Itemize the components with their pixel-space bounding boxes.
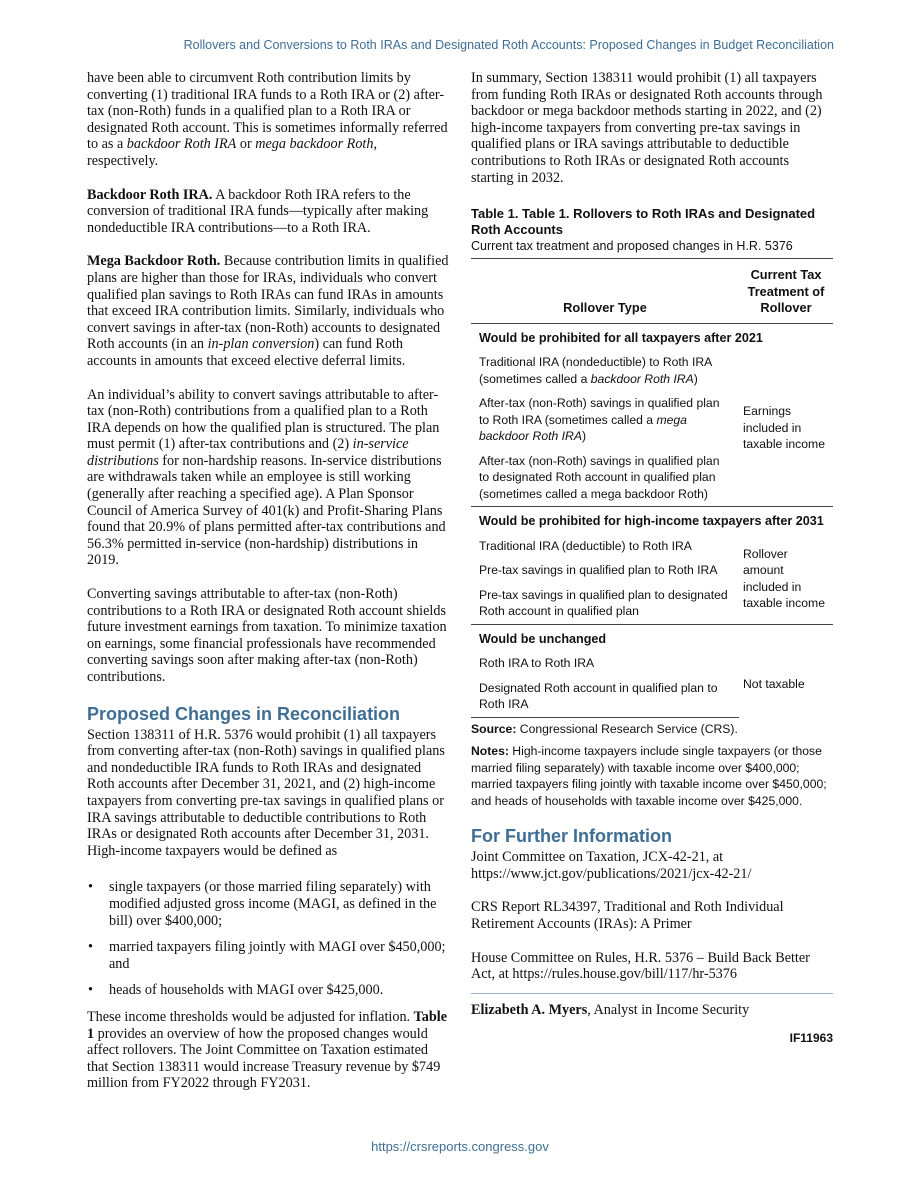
tax-treatment-cell: Not taxable bbox=[743, 676, 805, 691]
tax-treatment-cell: Earnings included in taxable income bbox=[743, 404, 825, 452]
table-title: Table 1. Table 1. Rollovers to Roth IRAs and Designated Roth Accounts bbox=[471, 206, 816, 238]
running-header: Rollovers and Conversions to Roth IRAs and Designated Roth Accounts: Proposed Changes in Budget Reconciliation bbox=[183, 38, 834, 52]
table-row: After-tax (non-Roth) savings in qualified plan to designated Roth account in qualified plan (sometimes called a mega backdoor Roth) bbox=[479, 453, 720, 501]
author-line: Elizabeth A. Myers, Analyst in Income Security bbox=[471, 1001, 750, 1018]
table-row: Traditional IRA (nondeductible) to Roth IRA (sometimes called a backdoor Roth IRA) Earnings included in taxable income bbox=[471, 350, 833, 391]
table-row: Traditional IRA (deductible) to Roth IRA Rollover amount included in taxable income bbox=[471, 534, 833, 559]
list-item: • married taxpayers filing jointly with MAGI over $450,000; and bbox=[88, 939, 446, 972]
table-notes: Notes: High-income taxpayers include single taxpayers (or those married filing separately) with taxable income over $400,000; married taxpayers filing jointly with taxable income over $450,000; and heads of households with taxable income over $425,000. bbox=[471, 744, 827, 808]
converting-savings-paragraph: Converting savings attributable to after-tax (non-Roth) contributions to a Roth IRA or designated Roth account shields future investment earnings from taxation. To minimize taxation on earnings, some financial professionals have recommended converting savings soon after making after-tax (non-Roth) contributions. bbox=[87, 586, 447, 685]
table-row: After-tax (non-Roth) savings in qualified plan to Roth IRA (sometimes called a mega backdoor Roth IRA) bbox=[479, 396, 720, 444]
bullet-icon: • bbox=[88, 939, 93, 956]
column-header-tax-treatment: Current Tax Treatment of Rollover bbox=[747, 267, 825, 316]
proposed-changes-heading: Proposed Changes in Reconciliation bbox=[87, 703, 401, 724]
product-number: IF11963 bbox=[789, 1031, 833, 1046]
section-138311-paragraph: Section 138311 of H.R. 5376 would prohibit (1) all taxpayers from converting after-tax (non-Roth) savings in qualified plans and nondeductible IRA funds to Roth IRAs and designated Roth accounts after December 31, 2021, and (2) high-income taxpayers from converting pre-tax savings in qualified plans or IRA savings attributable to deductible contributions to Roth IRAs or designated Roth accounts after December 31, 2031. High-income taxpayers would be defined as bbox=[87, 726, 445, 859]
rollover-table bbox=[471, 258, 833, 718]
column-header-rollover-type: Rollover Type bbox=[563, 300, 647, 316]
table-row: Pre-tax savings in qualified plan to Roth IRA bbox=[479, 563, 718, 578]
table-group-row: Would be unchanged bbox=[471, 624, 833, 651]
table-header-row bbox=[471, 259, 833, 324]
tax-treatment-cell: Rollover amount included in taxable income bbox=[743, 546, 825, 611]
intro-paragraph: have been able to circumvent Roth contribution limits by converting (1) traditional IRA funds to a Roth IRA or (2) after-tax (non-Roth) funds in a qualified plan to a Roth IRA or designated Roth account. This is sometimes informally referred to as a backdoor Roth IRA or mega backdoor Roth, respectively. bbox=[87, 70, 448, 169]
reference-crs-report: CRS Report RL34397, Traditional and Roth Individual Retirement Accounts (IRAs): A Primer bbox=[471, 899, 784, 932]
backdoor-roth-paragraph: Backdoor Roth IRA. A backdoor Roth IRA refers to the conversion of traditional IRA funds—typically after making nondeductible IRA contributions—to a Roth IRA. bbox=[87, 186, 429, 236]
bullet-icon: • bbox=[88, 879, 93, 896]
further-information-heading: For Further Information bbox=[471, 826, 672, 847]
mega-backdoor-paragraph: Mega Backdoor Roth. Because contribution limits in qualified plans are higher than those for IRAs, individuals who convert qualified plan savings to Roth IRAs can fund IRAs in amounts that exceed IRA contribution limits. Similarly, individuals who convert savings in after-tax (non-Roth) accounts to designated Roth accounts (in an in-plan conversion) can fund Roth accounts in amounts that exceed elective deferral limits. bbox=[87, 253, 449, 369]
reference-jct: Joint Committee on Taxation, JCX-42-21, at https://www.jct.gov/publications/2021/jcx-42-21/ bbox=[471, 849, 752, 882]
summary-paragraph: In summary, Section 138311 would prohibit (1) all taxpayers from funding Roth IRAs or designated Roth accounts through backdoor or mega backdoor methods starting in 2022, and (2) high-income taxpayers from converting pre-tax savings in qualified plans or IRA savings attributable to deductible contributions to Roth IRAs or designated Roth accounts starting in 2032. bbox=[471, 70, 823, 186]
left-column bbox=[87, 70, 449, 1109]
table-row: Designated Roth account in qualified plan to Roth IRA bbox=[471, 676, 833, 718]
table-row: Roth IRA to Roth IRA Not taxable bbox=[471, 651, 833, 676]
reference-house-rules: House Committee on Rules, H.R. 5376 – Build Back Better Act, at https://rules.house.gov/bill/117/hr-5376 bbox=[471, 949, 810, 983]
table-subtitle: Current tax treatment and proposed changes in H.R. 5376 bbox=[471, 239, 793, 254]
table-group-row: Would be prohibited for all taxpayers after 2021 bbox=[479, 330, 763, 345]
table-row: Pre-tax savings in qualified plan to designated Roth account in qualified plan bbox=[479, 587, 728, 619]
table-group-row: Would be prohibited for high-income taxpayers after 2031 bbox=[471, 507, 833, 534]
bullet-icon: • bbox=[88, 982, 93, 999]
income-threshold-list bbox=[87, 879, 449, 999]
thresholds-paragraph: These income thresholds would be adjusted for inflation. Table 1 provides an overview of how the proposed changes would affect rollovers. The Joint Committee on Taxation estimated that Section 138311 would increase Treasury revenue by $749 million from FY2022 through FY2031. bbox=[87, 1008, 448, 1092]
table-source: Source: Congressional Research Service (CRS). bbox=[471, 721, 738, 736]
list-item: • single taxpayers (or those married filing separately) with modified adjusted gross income (MAGI, as defined in the bill) over $400,000; bbox=[88, 879, 437, 929]
list-item: • heads of households with MAGI over $425,000. bbox=[88, 982, 384, 999]
footer-url-link[interactable]: https://crsreports.congress.gov bbox=[371, 1139, 549, 1154]
divider bbox=[471, 993, 833, 994]
right-column bbox=[471, 70, 833, 1047]
conversion-ability-paragraph: An individual’s ability to convert savings attributable to after-tax (non-Roth) contributions from a qualified plan to a Roth IRA depends on how the qualified plan is structured. The plan must permit (1) after-tax contributions and (2) in-service distributions for non-hardship reasons. In-service distributions are withdrawals taken while an employee is still working (generally after reaching a specified age). A Plan Sponsor Council of America Survey of 401(k) and Profit-Sharing Plans found that 20.9% of plans permitted after-tax contributions and 56.3% permitted in-service (non-hardship) distributions in 2019. bbox=[87, 386, 446, 569]
